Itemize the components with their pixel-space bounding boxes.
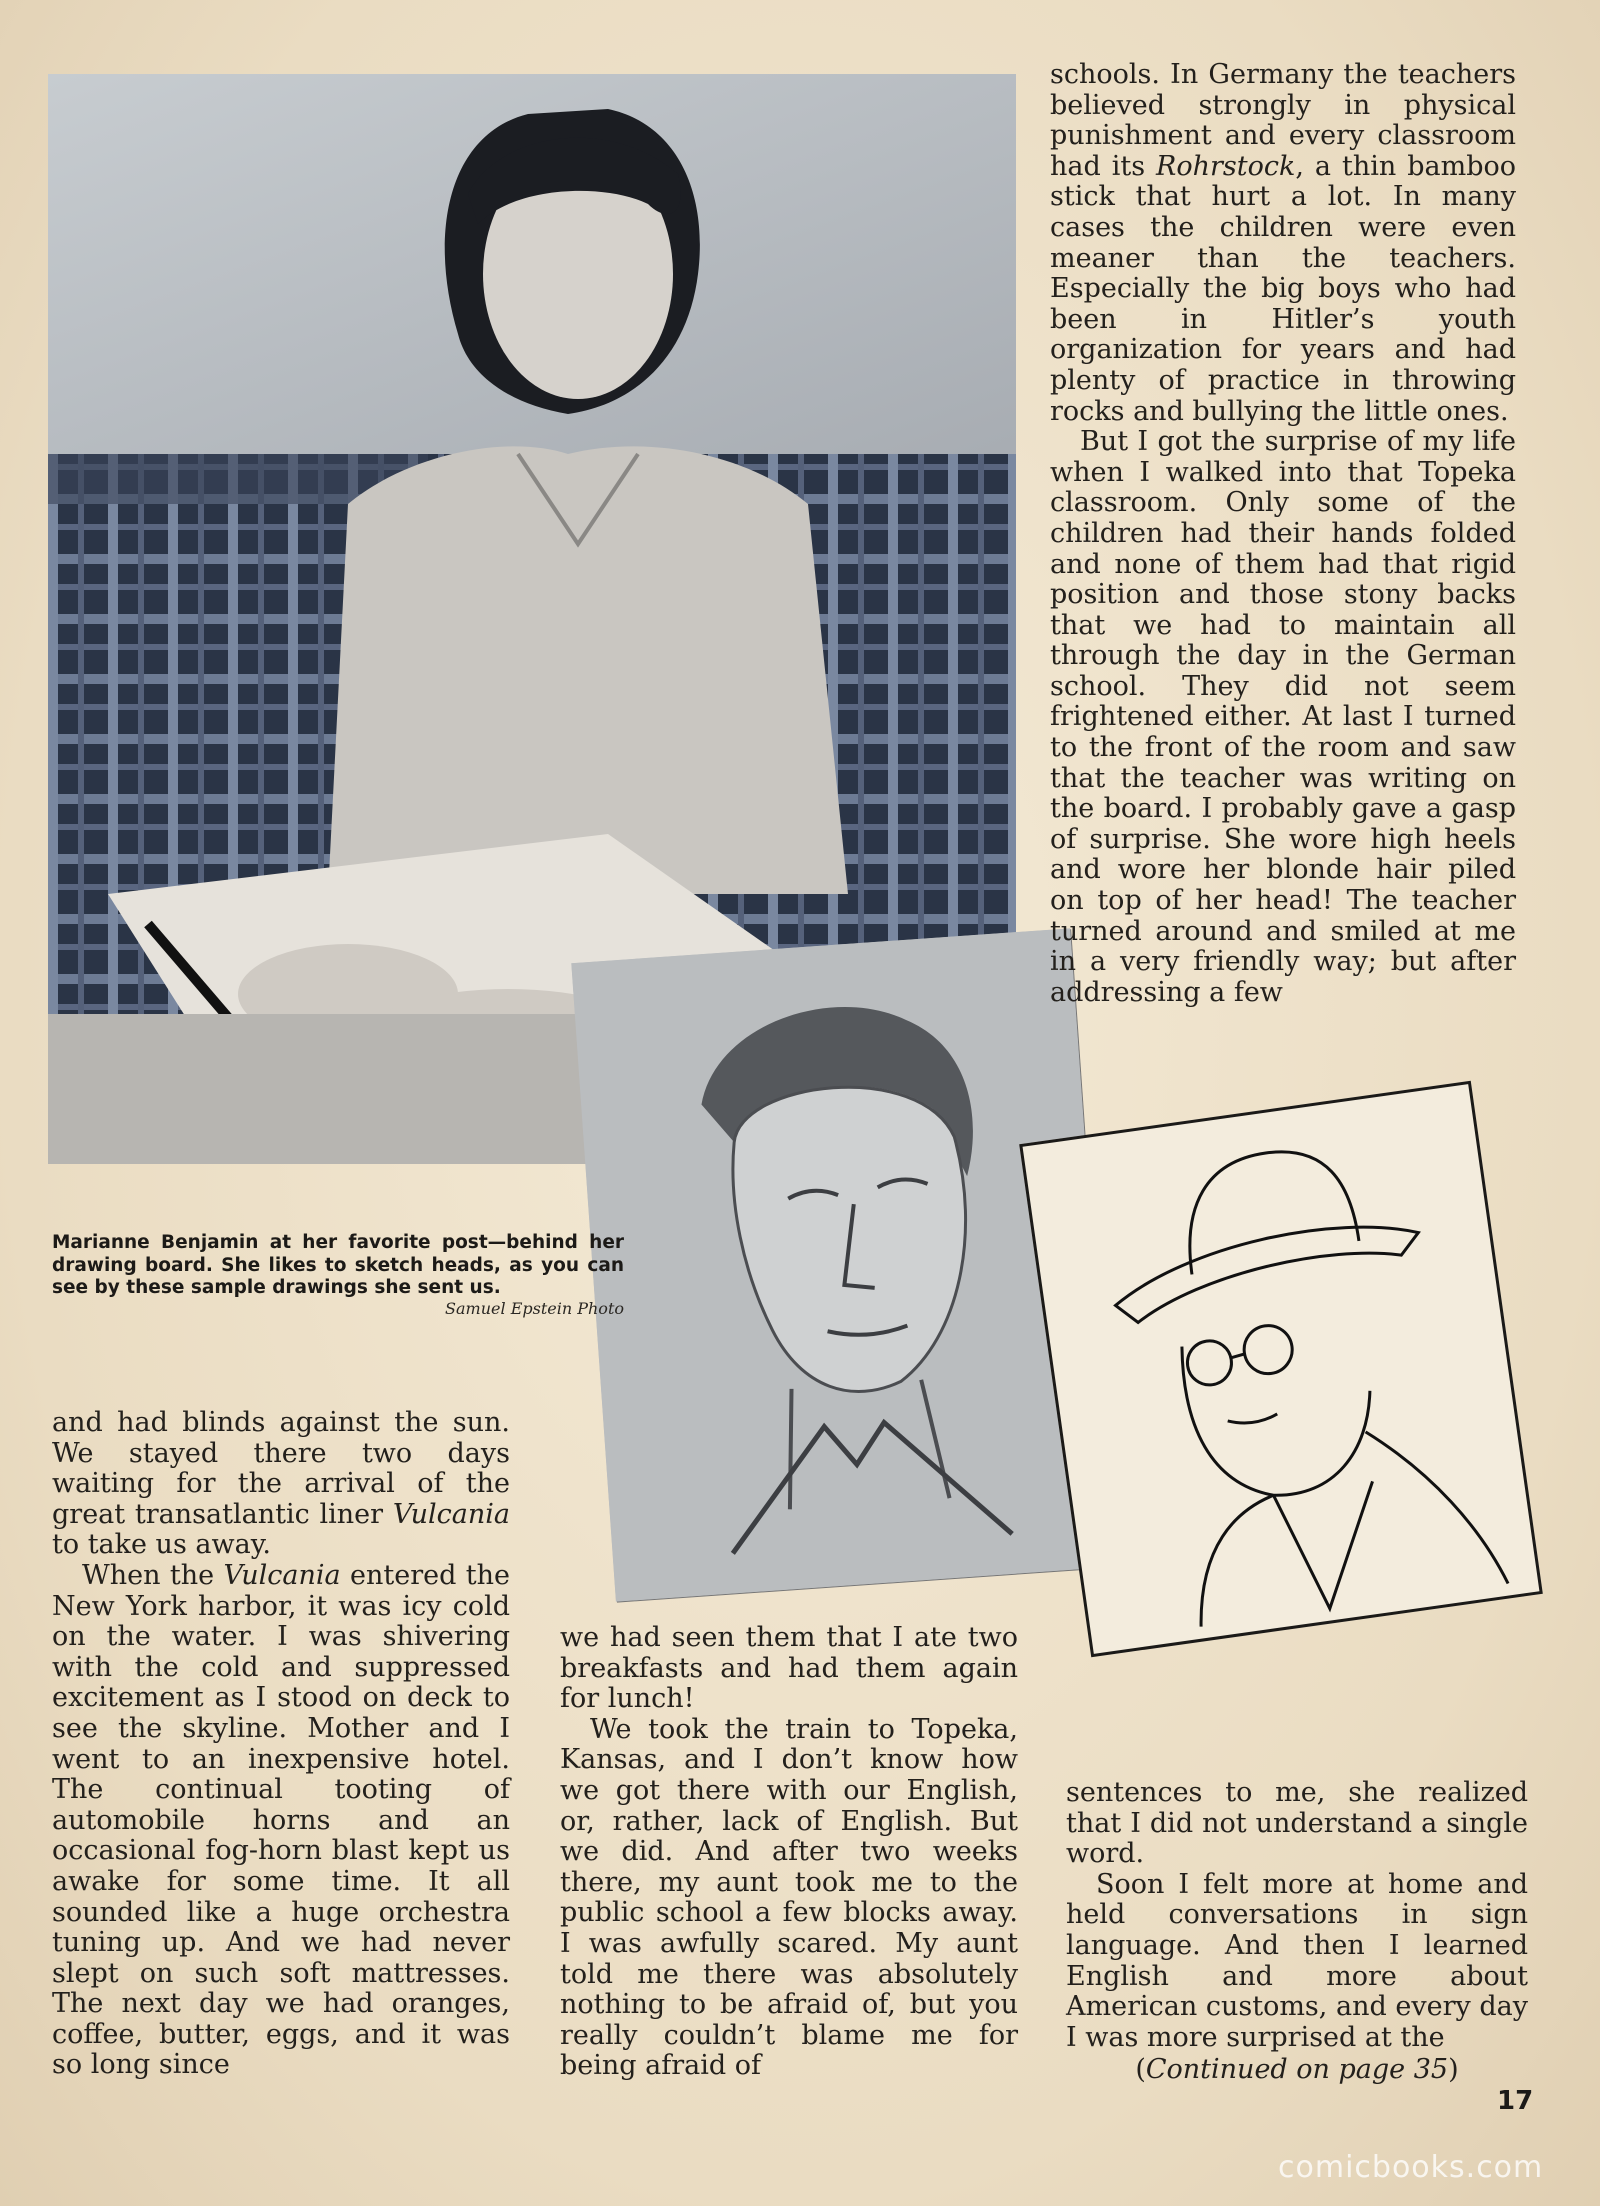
paragraph: Soon I felt more at home and held conversations in sign language. And then I learned English and more about American customs, and every day I was more surprised at the [1066,1868,1528,2053]
paragraph: and had blinds against the sun. We stayed there two days waiting for the arrival of the great transatlantic liner Vulcania to take us away. [52,1407,510,1561]
article-column-top-right [1050,60,1516,1008]
paragraph: We took the train to Topeka, Kansas, and I don’t know how we got there with our English, or, rather, lack of English. But we did. And after two weeks there, my aunt took me to the public school a few blocks away. I was awfully scared. My aunt told me there was absolutely nothing to be afraid of, but you really couldn’t blame me for being afraid of [560,1713,1018,2082]
paragraph: we had seen them that I ate two breakfasts and had them again for lunch! [560,1622,1018,1715]
article-column-middle [560,1623,1018,2082]
watermark: comicbooks.com [1278,2150,1544,2185]
continued-note: (Continued on page 35) [1135,2054,1459,2086]
paragraph: sentences to me, she realized that I did not understand a single word. [1066,1777,1528,1870]
paragraph: But I got the surprise of my life when I walked into that Topeka classroom. Only some of the children had their hands folded and none of them had that rigid position and those stony backs that we had to maintain all through the day in the German school. They did not seem frightened either. At last I turned to the front of the room and saw that the teacher was writing on the board. I probably gave a gasp of surprise. She wore high heels and wore her blonde hair piled on top of her head! The teacher turned around and smiled at me in a very friendly way; but after addressing a few [1050,426,1516,1008]
paragraph: schools. In Germany the teachers believed strongly in physical punishment and every classroom had its Rohrstock, a thin bamboo stick that hurt a lot. In many cases the children were even meaner than the teachers. Especially the big boys who had been in Hitler’s youth organization for years and had plenty of practice in throwing rocks and bullying the little ones. [1050,59,1516,427]
photo-credit: Samuel Epstein Photo [445,1299,624,1318]
article-column-left [52,1408,510,2081]
page-number: 17 [1497,2086,1534,2116]
sketch-man-with-hat [1019,1081,1543,1657]
article-column-bottom-right [1066,1778,1528,2086]
paragraph: When the Vulcania entered the New York harbor, it was icy cold on the water. I was shivering with the cold and suppressed excitement as I stood on deck to see the skyline. Mother and I went to an inexpensive hotel. The continual tooting of automobile horns and an occasional fog-horn blast kept us awake for some time. It all sounded like a huge orchestra tuning up. And we had never slept on such soft mattresses. The next day we had oranges, coffee, butter, eggs, and it was so long since [52,1559,510,2081]
sketch-young-man-portrait [571,928,1114,1601]
photo-caption: Marianne Benjamin at her favorite post—behind her drawing board. She likes to sketch heads, as you can see by these sample drawings she sent us. [52,1232,624,1298]
